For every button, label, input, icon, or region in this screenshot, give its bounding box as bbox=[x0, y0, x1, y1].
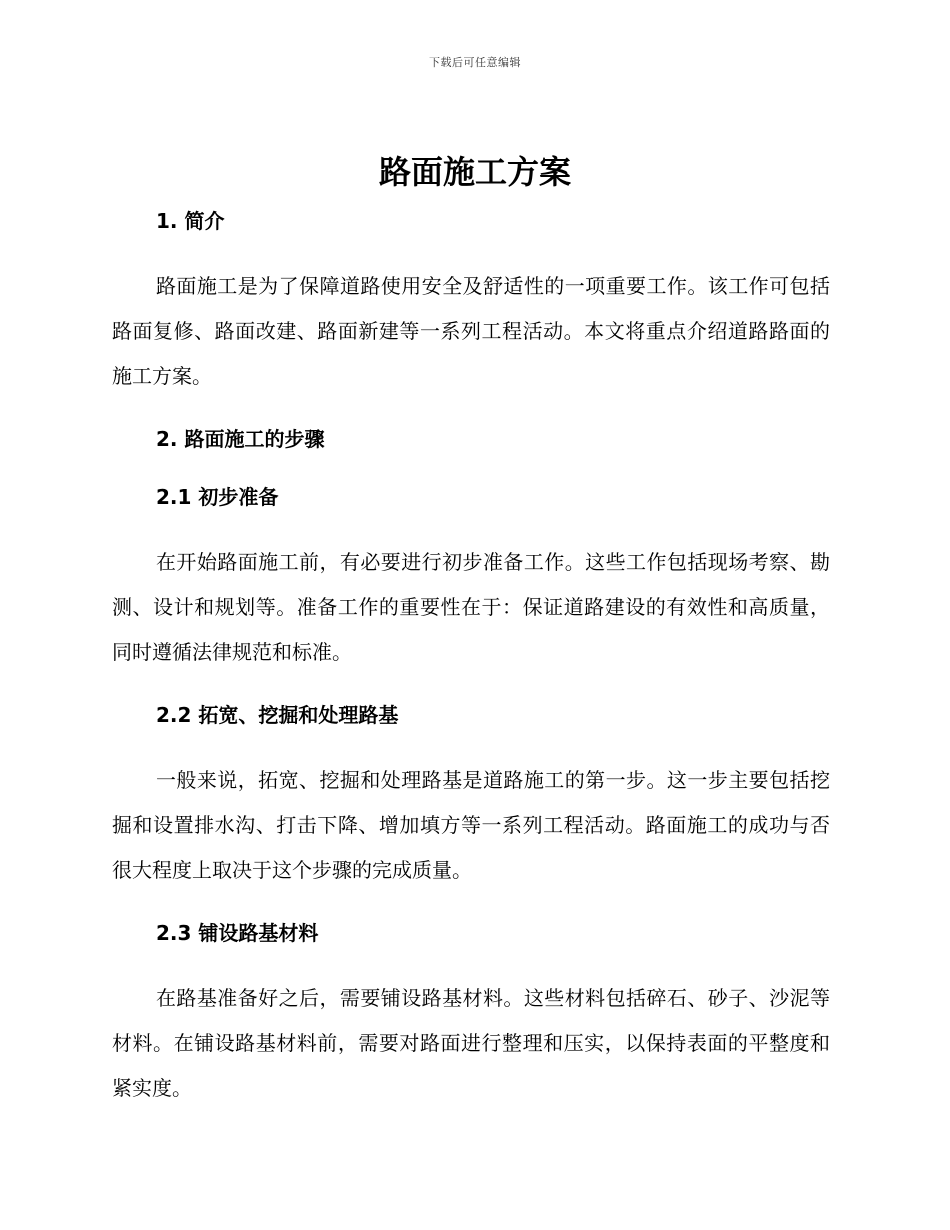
paragraph-materials: 在路基准备好之后，需要铺设路基材料。这些材料包括碎石、砂子、沙泥等材料。在铺设路基材料前，需要对路面进行整理和压实，以保持表面的平整度和紧实度。 bbox=[112, 986, 830, 1100]
section-heading-preparation: 2.1 初步准备 bbox=[156, 485, 279, 509]
document-title: 路面施工方案 bbox=[378, 153, 571, 191]
paragraph-preparation: 在开始路面施工前，有必要进行初步准备工作。这些工作包括现场考察、勘测、设计和规划等。准备工作的重要性在于：保证道路建设的有效性和高质量，同时遵循法律规范和标准。 bbox=[112, 550, 830, 664]
section-heading-steps: 2. 路面施工的步骤 bbox=[156, 427, 325, 451]
header-note: 下载后可任意编辑 bbox=[429, 56, 521, 69]
section-heading-intro: 1. 简介 bbox=[156, 209, 225, 233]
section-heading-materials: 2.3 铺设路基材料 bbox=[156, 921, 319, 945]
paragraph-subgrade: 一般来说，拓宽、挖掘和处理路基是道路施工的第一步。这一步主要包括挖掘和设置排水沟、打击下降、增加填方等一系列工程活动。路面施工的成功与否很大程度上取决于这个步骤的完成质量。 bbox=[112, 768, 830, 882]
section-heading-subgrade: 2.2 拓宽、挖掘和处理路基 bbox=[156, 703, 399, 727]
document-body bbox=[112, 200, 830, 1111]
paragraph-intro: 路面施工是为了保障道路使用安全及舒适性的一项重要工作。该工作可包括路面复修、路面改建、路面新建等一系列工程活动。本文将重点介绍道路路面的施工方案。 bbox=[112, 274, 830, 388]
